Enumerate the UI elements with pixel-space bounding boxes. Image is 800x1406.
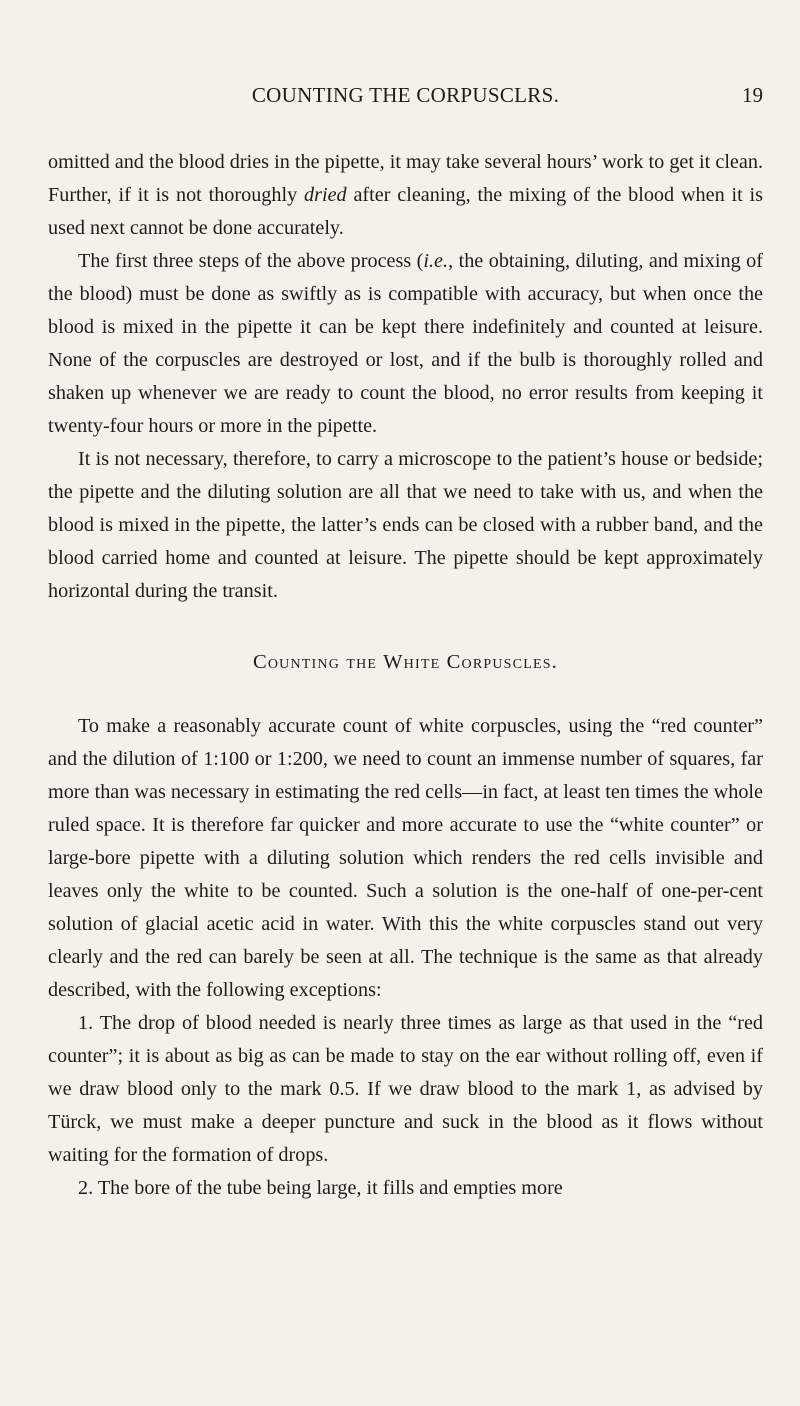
paragraph-3: It is not necessary, therefore, to carry a microscope to the patient’s house or bedside; the pipette and the diluting solution are all that we need to take with us, and when the blood is mixed in the pipette, the latter’s ends can be closed with a rubber band, and the blood carried home and counted at leisure. The pipette should be kept approximately horizontal during the transit. bbox=[48, 448, 763, 602]
body-text bbox=[48, 146, 763, 1205]
running-head bbox=[48, 83, 763, 115]
page-number: 19 bbox=[742, 83, 763, 107]
paragraph-5: 1. The drop of blood needed is nearly three times as large as that used in the “red counter”; it is about as big as can be made to stay on the ear without rolling off, even if we draw blood only to the mark 0.5. If we draw blood to the mark 1, as advised by Türck, we must make a deeper puncture and suck in the blood as it flows without waiting for the formation of drops. bbox=[48, 1012, 763, 1166]
paragraph-1-part-b: after cleaning, the mixing of the blood when it is used next cannot be done accurately. bbox=[48, 184, 763, 239]
paragraph-2-part-a: The first three steps of the above process ( bbox=[78, 250, 424, 272]
running-title: COUNTING THE CORPUSCLRS. bbox=[251, 83, 560, 107]
section-heading: Counting the White Corpuscles. bbox=[252, 651, 559, 673]
paragraph-4: To make a reasonably accurate count of white corpuscles, using the “red counter” and the dilution of 1:100 or 1:200, we need to count an immense number of squares, far more than was necessary in estimating the red cells—in fact, at least ten times the whole ruled space. It is therefore far quicker and more accurate to use the “white counter” or large-bore pipette with a diluting solution which renders the red cells invisible and leaves only the white to be counted. Such a solution is the one-half of one-per-cent solution of glacial acetic acid in water. With this the white corpuscles stand out very clearly and the red can barely be seen at all. The technique is the same as that already described, with the following exceptions: bbox=[48, 715, 763, 1001]
paragraph-2-part-b: , the obtaining, diluting, and mixing of the blood) must be done as swiftly as is compatible with accuracy, but when once the blood is mixed in the pipette it can be kept there indefinitely and counted at leisure. None of the corpuscles are destroyed or lost, and if the bulb is thoroughly rolled and shaken up whenever we are ready to count the blood, no error results from keeping it twenty-four hours or more in the pipette. bbox=[48, 250, 763, 437]
paragraph-2-emphasis: i.e. bbox=[423, 250, 449, 272]
paragraph-1 bbox=[48, 146, 763, 245]
paragraph-2 bbox=[48, 245, 763, 443]
paragraph-1-emphasis: dried bbox=[304, 184, 347, 206]
paragraph-1-part-a: omitted and the blood dries in the pipette, it may take several hours’ work to get it clean. Further, if it is not thoroughly bbox=[48, 151, 763, 206]
paragraph-6: 2. The bore of the tube being large, it fills and empties more bbox=[78, 1177, 563, 1199]
